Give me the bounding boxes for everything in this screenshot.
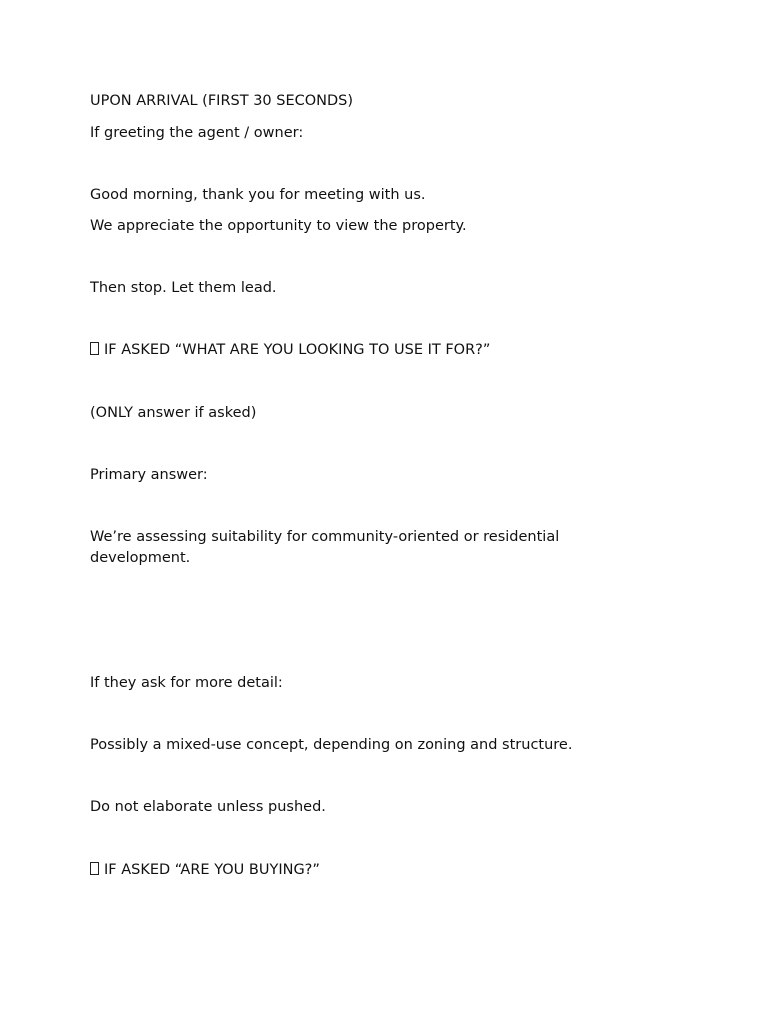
detail-condition: If they ask for more detail: xyxy=(90,675,283,691)
missing-glyph-icon xyxy=(90,862,99,875)
primary-answer-label: Primary answer: xyxy=(90,467,208,483)
question-1-heading: IF ASKED “WHAT ARE YOU LOOKING TO USE IT FOR?” xyxy=(104,342,491,358)
stop-instruction: Then stop. Let them lead. xyxy=(90,280,277,296)
question-2-heading: IF ASKED “ARE YOU BUYING?” xyxy=(104,862,320,878)
question-2-heading-row xyxy=(90,860,630,881)
primary-answer-text: We’re assessing suitability for community-oriented or residential development. xyxy=(90,529,560,566)
question-1-heading-row xyxy=(90,340,630,361)
greeting-line-2: We appreciate the opportunity to view the property. xyxy=(90,218,467,234)
question-1-note: (ONLY answer if asked) xyxy=(90,405,257,421)
detail-answer: Possibly a mixed-use concept, depending on zoning and structure. xyxy=(90,737,573,753)
detail-instruction: Do not elaborate unless pushed. xyxy=(90,799,326,815)
greeting-line-1: Good morning, thank you for meeting with us. xyxy=(90,187,426,203)
missing-glyph-icon xyxy=(90,342,99,355)
section-heading: UPON ARRIVAL (FIRST 30 SECONDS) xyxy=(90,93,354,109)
greeting-condition: If greeting the agent / owner: xyxy=(90,125,304,141)
